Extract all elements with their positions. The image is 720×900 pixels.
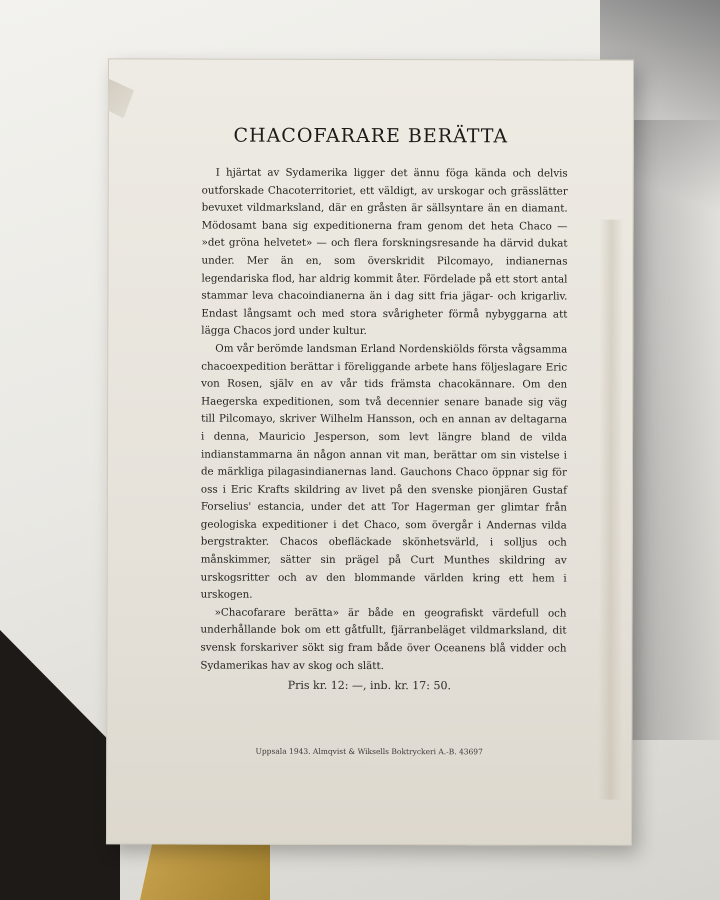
book-back-cover (106, 58, 634, 845)
blurb-paragraph: Om vår berömde landsman Erland Nordenskiölds första vågsamma chacoexpedition berättar i föreliggande arbete hans följeslagare Eric von Rosen, själv en av vår tids främsta chacokännare. Om den Haegerska expeditionen, som två decennier senare banade sig väg till Pilcomayo, skriver Wilhelm Hansson, och en annan av deltagarna i denna, Mauricio Jesperson, som levt längre bland de vilda indianstammarna än någon annan vit man, berättar om sin vistelse i de märkliga pilagasindianernas land. Gauchons Chaco öppnar sig för oss i Eric Krafts skildring av livet på den svenske pionjären Gustaf Forselius' estancia, under det att Tor Hagerman ger glimtar från geologiska expeditioner i det Chaco, som övergår i Andernas vilda bergstrakter. Chacos obefläckade skönhetsvärld, i solljus och månskimmer, sätter sin prägel på Curt Munthes skildring av urskogsritter och av den blommande världen kring ett hem i urskogen. (200, 342, 568, 601)
blurb-paragraph: »Chacofarare berätta» är både en geografiskt värdefull och underhållande bok om ett gåtfullt, fjärranbeläget vildmarksland, dit svensk forskariver sökt sig fram både över Oceanens blå vidder och Sydamerikas hav av skog och slätt. (200, 606, 567, 672)
paper-stain (598, 220, 624, 800)
wooden-object (140, 840, 270, 900)
price-line: Pris kr. 12: —, inb. kr. 17: 50. (287, 678, 452, 693)
book-title: CHACOFARARE BERÄTTA (233, 124, 509, 148)
blurb-text (200, 165, 567, 676)
imprint-line: Uppsala 1943. Almqvist & Wiksells Boktryckeri A.-B. 43697 (255, 746, 483, 757)
blurb-paragraph: I hjärtat av Sydamerika ligger det ännu föga kända och delvis outforskade Chacoterritoriet, ett väldigt, av urskogar och grässlätter bevuxet vildmarksland, där en gråsten är sällsyntare än en diamant. Mödosamt bana sig expeditionerna fram genom det heta Chaco — »det gröna helvetet» — och flera forskningsresande ha därvid dukat under. Mer än en, som överskridit Pilcomayo, indianernas legendariska flod, har aldrig kommit åter. Fördelade på ett stort antal stammar leva chacoindianerna än i dag sitt fria jägar- och krigarliv. Endast långsamt och med stora svårigheter förmå nybyggarna att lägga Chacos jord under kultur. (201, 166, 568, 338)
